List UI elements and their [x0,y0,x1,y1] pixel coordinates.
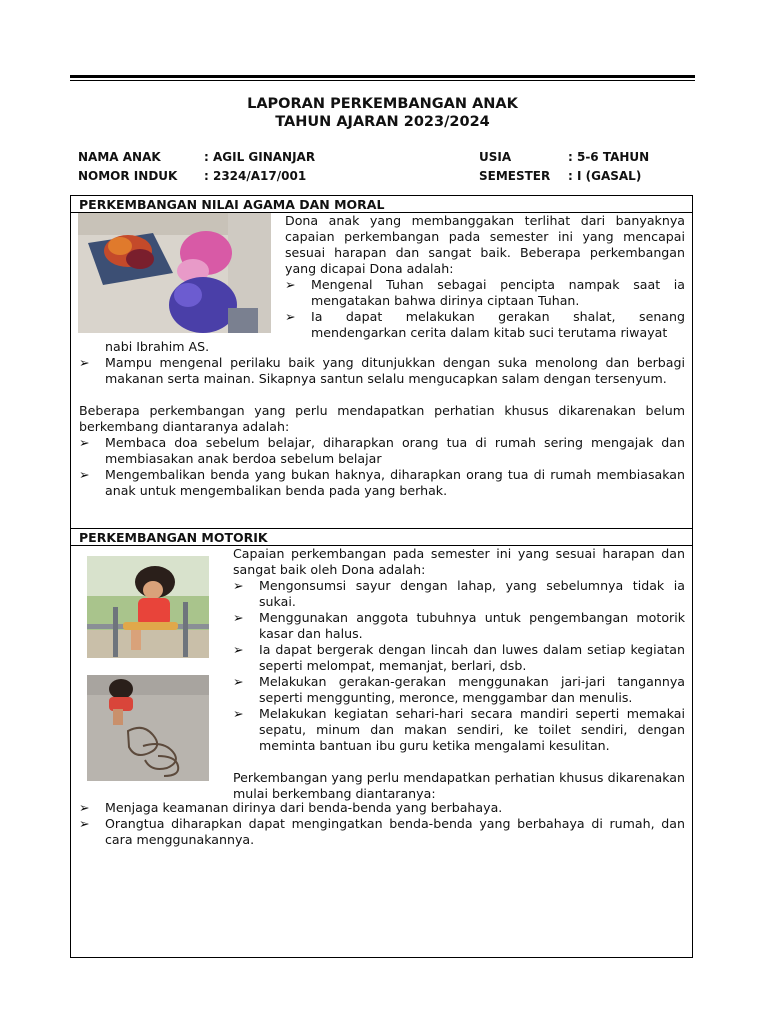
section-moral-continuation: nabi Ibrahim AS. [105,339,210,354]
list-item: ➢ Mengonsumsi sayur dengan lahap, yang sebelumnya tidak ia sukai. [233,578,685,609]
list-item: ➢ Menjaga keamanan dirinya dari benda-benda yang berbahaya. [79,800,503,815]
top-rule-thin [70,80,695,81]
section-motor-attention-block [79,800,685,848]
section-motor [70,528,693,958]
section-moral-attention-list [79,435,685,499]
section-moral-intro: Dona anak yang membanggakan terlihat dari banyaknya capaian perkembangan pada semester ini yang mencapai sesuai harapan dan sangat baik. Beberapa perkembangan yang dicapai Dona adalah: [285,213,685,276]
arrow-bullet-icon: ➢ [233,674,244,689]
list-item: ➢ Melakukan kegiatan sehari-hari secara mandiri seperti memakai sepatu, minum dan makan sendiri, ke toilet sendiri, dengan meminta bantuan ibu guru ketika mengalami kesulitan. [233,706,685,753]
id-value: : 2324/A17/001 [204,169,307,183]
arrow-bullet-icon: ➢ [233,706,244,721]
arrow-bullet-icon: ➢ [79,467,90,482]
section-moral-list-near-photo [285,277,685,341]
name-value: : AGIL GINANJAR [204,150,316,164]
report-title [70,95,695,131]
arrow-bullet-icon: ➢ [79,816,90,831]
arrow-bullet-icon: ➢ [233,642,244,657]
semester-value: : I (GASAL) [568,169,642,183]
photo-drawing [83,671,213,785]
arrow-bullet-icon: ➢ [79,355,90,370]
arrow-bullet-icon: ➢ [79,435,90,450]
list-item: ➢ Orangtua diharapkan dapat mengingatkan benda-benda yang berbahaya di rumah, dan cara menggunakannya. [79,816,685,847]
name-label: NAMA ANAK [78,150,161,164]
list-item: ➢ Mengenal Tuhan sebagai pencipta nampak saat ia mengatakan bahwa dirinya ciptaan Tuhan. [285,277,685,308]
section-moral-list [79,355,685,387]
report-title-line2: TAHUN AJARAN 2023/2024 [275,114,490,130]
photo-climbing-image [83,552,213,662]
report-title-line1: LAPORAN PERKEMBANGAN ANAK [247,96,518,112]
age-value: : 5-6 TAHUN [568,150,650,164]
section-moral-heading: PERKEMBANGAN NILAI AGAMA DAN MORAL [79,197,385,212]
section-motor-intro: Capaian perkembangan pada semester ini yang sesuai harapan dan sangat baik oleh Dona adalah: [233,546,685,577]
list-item: ➢ Ia dapat melakukan gerakan shalat, senang mendengarkan cerita dalam kitab suci terutama riwayat [285,309,685,340]
section-motor-attention-intro: Perkembangan yang perlu mendapatkan perhatian khusus dikarenakan mulai berkembang diantaranya: [233,770,685,801]
arrow-bullet-icon: ➢ [285,277,296,292]
top-rule-thick [70,75,695,78]
section-motor-attention-list [79,800,685,848]
section-moral-main-block [79,339,685,499]
list-item: ➢ Membaca doa sebelum belajar, diharapkan orang tua di rumah sering mengajak dan membiasakan anak berdoa sebelum belajar [79,435,685,466]
arrow-bullet-icon: ➢ [79,800,90,815]
section-moral-intro-block [285,213,685,341]
photo-prayer-image [78,213,271,333]
id-label: NOMOR INDUK [78,169,178,183]
section-moral-attention-intro: Beberapa perkembangan yang perlu mendapatkan perhatian khusus dikarenakan belum berkembang diantaranya adalah: [79,403,685,434]
list-item: ➢ Menggunakan anggota tubuhnya untuk pengembangan motorik kasar dan halus. [233,610,685,641]
photo-drawing-image [83,671,213,785]
list-item: ➢ Mampu mengenal perilaku baik yang ditunjukkan dengan suka menolong dan berbagi makanan serta mainan. Sikapnya santun selalu mengucapkan salam dengan tersenyum. [79,355,685,386]
photo-prayer [78,213,271,333]
list-item: ➢ Mengembalikan benda yang bukan haknya, diharapkan orang tua di rumah membiasakan anak untuk mengembalikan benda pada yang berhak. [79,467,685,498]
section-motor-intro-block [233,546,685,802]
photo-climbing [83,552,213,662]
list-item: ➢ Melakukan gerakan-gerakan menggunakan jari-jari tangannya seperti menggunting, meronce, menggambar dan menulis. [233,674,685,705]
list-item: ➢ Ia dapat bergerak dengan lincah dan luwes dalam setiap kegiatan seperti melompat, memanjat, berlari, dsb. [233,642,685,673]
section-moral [70,195,693,529]
arrow-bullet-icon: ➢ [233,578,244,593]
section-motor-list [233,578,685,754]
arrow-bullet-icon: ➢ [285,309,296,324]
age-label: USIA [479,150,512,164]
arrow-bullet-icon: ➢ [233,610,244,625]
semester-label: SEMESTER [479,169,551,183]
section-motor-heading: PERKEMBANGAN MOTORIK [79,530,268,545]
